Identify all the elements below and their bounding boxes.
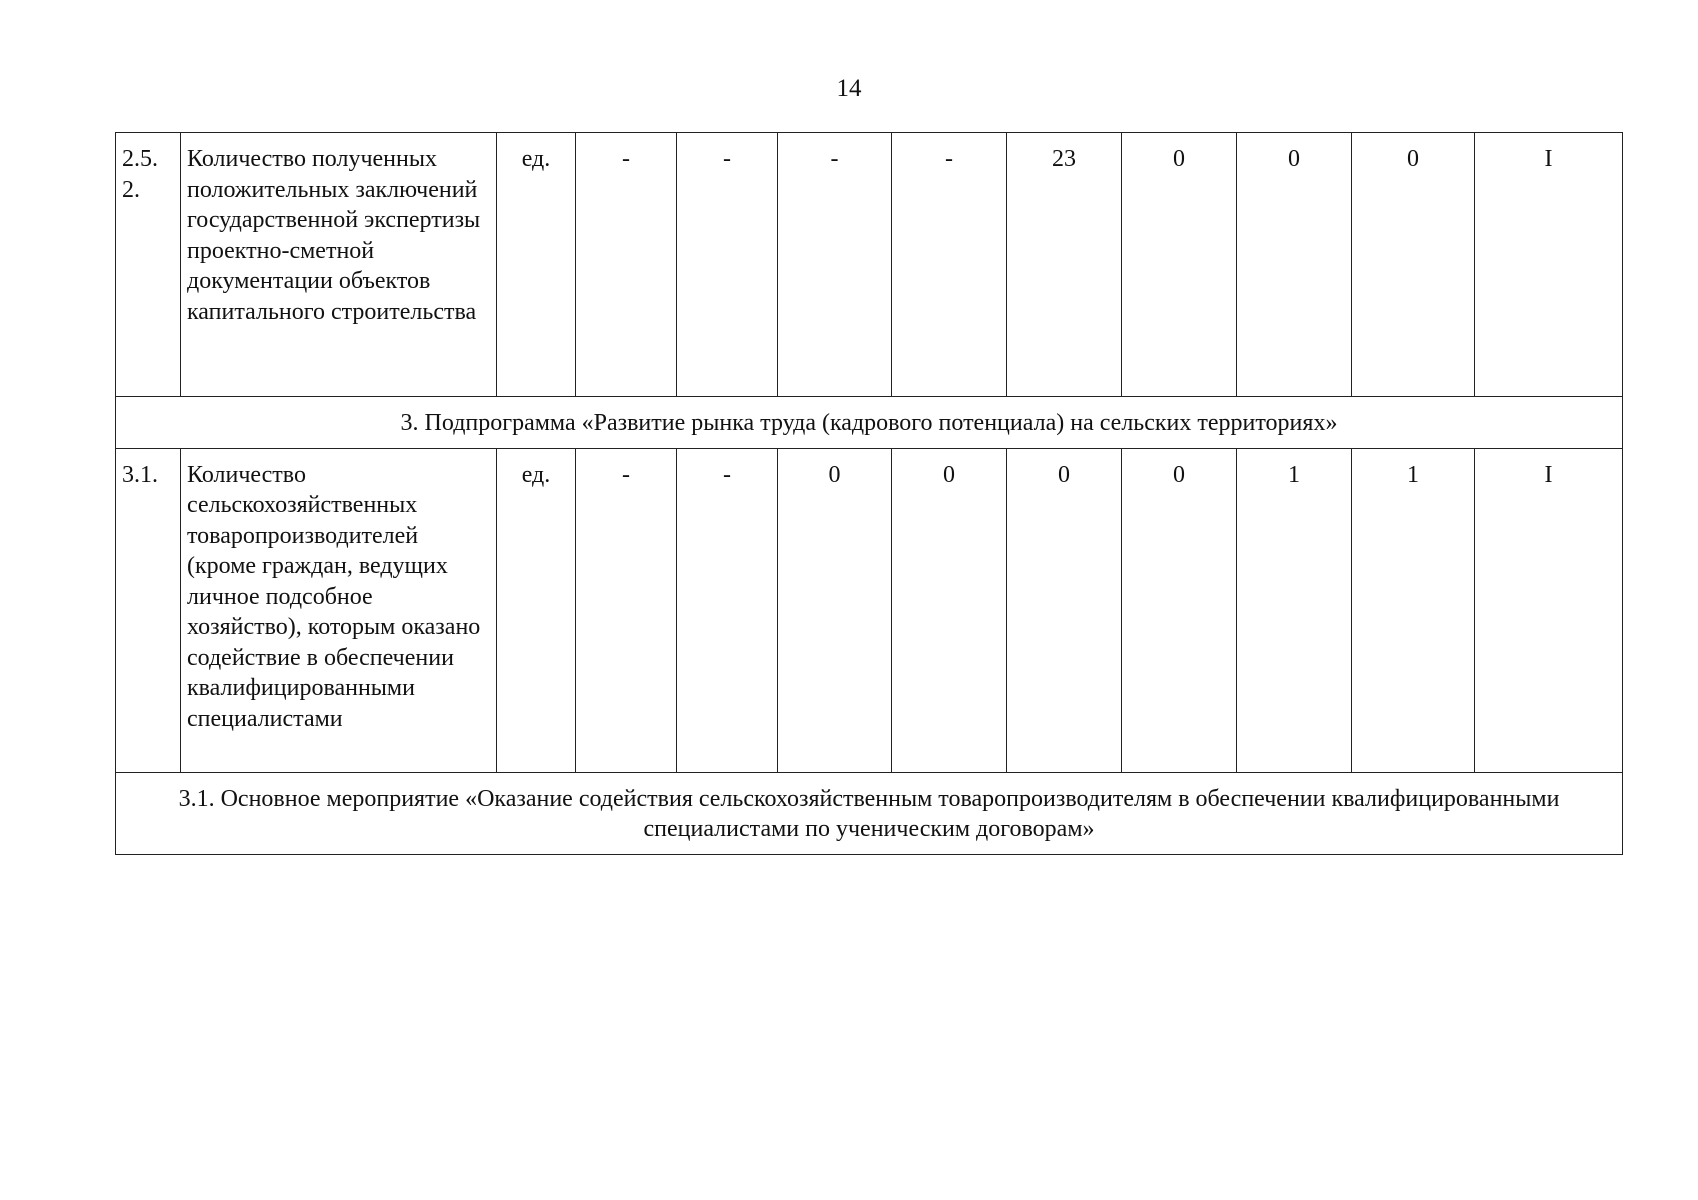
section-3-title: 3. Подпрограмма «Развитие рынка труда (кадрового потенциала) на сельских территориях» (116, 397, 1623, 449)
indicator-name: Количество полученных положительных заключений государственной экспертизы проектно-сметной документации объектов капитального строительства (181, 133, 497, 397)
row-number: 3.1. (116, 448, 181, 772)
activity-3-1-title: 3.1. Основное мероприятие «Оказание содействия сельскохозяйственным товаропроизводителям в обеспечении квалифицированными специалистами по ученическим договорам» (116, 772, 1623, 854)
unit-cell: ед. (497, 133, 576, 397)
indicators-table (115, 132, 1623, 855)
value-cell: 0 (1122, 133, 1237, 397)
activity-row (116, 772, 1623, 854)
value-cell: 0 (1122, 448, 1237, 772)
value-cell: - (576, 448, 677, 772)
value-cell: 23 (1007, 133, 1122, 397)
value-cell: 0 (892, 448, 1007, 772)
value-cell: I (1475, 133, 1623, 397)
value-cell: 0 (1352, 133, 1475, 397)
value-cell: I (1475, 448, 1623, 772)
indicator-name: Количество сельскохозяйственных товаропроизводителей (кроме граждан, ведущих личное подсобное хозяйство), которым оказано содействие в обеспечении квалифицированными специалистами (181, 448, 497, 772)
value-cell: 1 (1237, 448, 1352, 772)
value-cell: - (892, 133, 1007, 397)
page-number: 14 (836, 75, 862, 102)
value-cell: 0 (1007, 448, 1122, 772)
value-cell: - (778, 133, 892, 397)
value-cell: - (677, 133, 778, 397)
section-row (116, 397, 1623, 449)
table-row (116, 448, 1623, 772)
unit-cell: ед. (497, 448, 576, 772)
value-cell: - (576, 133, 677, 397)
row-number: 2.5. 2. (116, 133, 181, 397)
table-row (116, 133, 1623, 397)
value-cell: 0 (1237, 133, 1352, 397)
value-cell: 0 (778, 448, 892, 772)
value-cell: 1 (1352, 448, 1475, 772)
value-cell: - (677, 448, 778, 772)
